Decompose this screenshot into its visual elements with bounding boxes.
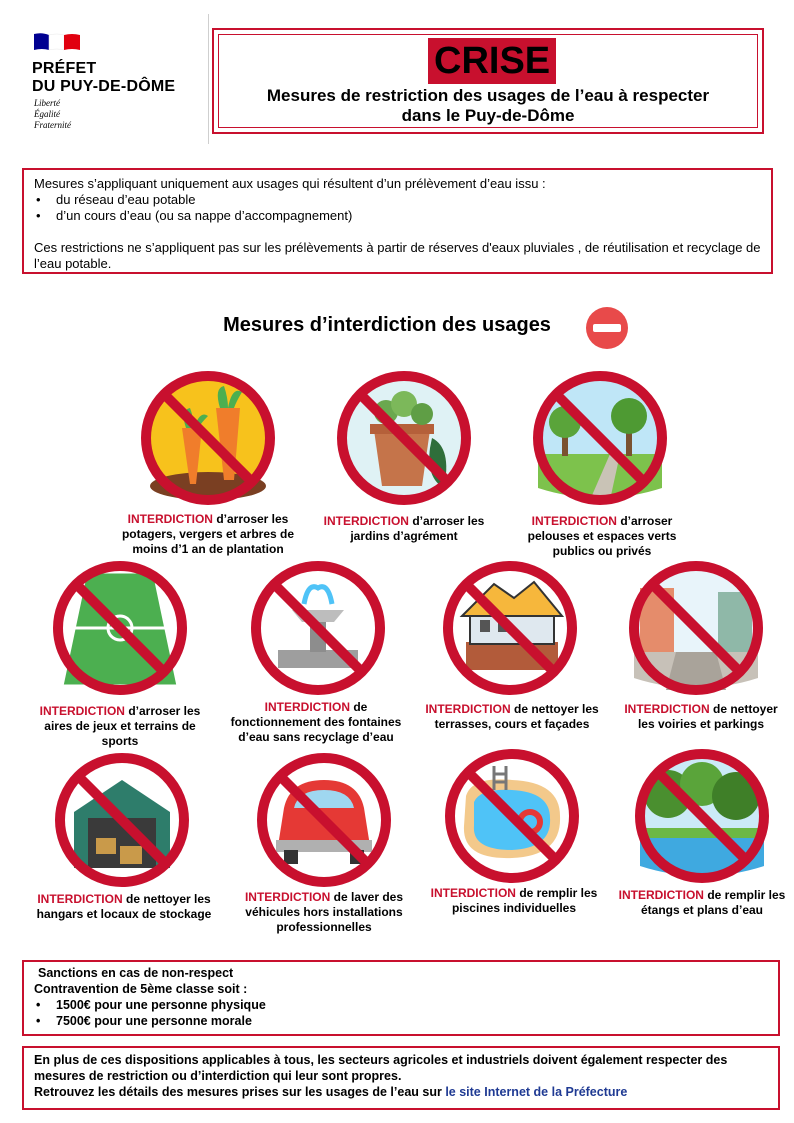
sports-field-icon (50, 558, 190, 698)
item-caption-6: INTERDICTION de nettoyer les voiries et parkings (624, 702, 778, 731)
section-title (0, 312, 794, 338)
scope-box (22, 168, 773, 274)
item-5 (440, 558, 580, 703)
item-4 (248, 558, 388, 703)
french-flag-logo (34, 32, 80, 52)
sanctions-subtitle: Contravention de 5ème classe soit : (34, 982, 248, 996)
title-box (212, 28, 764, 134)
footer-text: En plus de ces dispositions applicables à tous, les secteurs agricoles et industriels doivent également respecter des mesures de restriction ou d’interdiction qui leur sont propres. (34, 1053, 728, 1083)
section-title-text: Mesures d’interdiction des usages (223, 314, 551, 336)
item-caption-2: INTERDICTION d’arroser pelouses et espaces verts publics ou privés (527, 514, 677, 558)
street-icon (626, 558, 766, 698)
hangar-icon (52, 750, 192, 890)
park-lawn-icon (530, 368, 670, 508)
item-0 (138, 368, 278, 513)
item-caption-4: INTERDICTION de fonctionnement des fontaines d’eau sans recyclage d’eau (230, 700, 402, 744)
scope-list (34, 192, 761, 224)
motto-liberte: Liberté (34, 98, 60, 108)
footer-link-line (34, 1084, 768, 1100)
sanctions-box (22, 960, 780, 1036)
prefet-line1: PRÉFET (32, 60, 97, 77)
prefecture-website-link[interactable]: le site Internet de la Préfecture (445, 1085, 628, 1099)
pond-icon (632, 746, 772, 886)
item-caption-10: INTERDICTION de remplir les étangs et plans d’eau (618, 888, 786, 917)
title-line1: Mesures de restriction des usages de l’eau à respecter (266, 86, 710, 105)
sanctions-title: Sanctions en cas de non-respect (38, 966, 234, 980)
footer-link-prefix: Retrouvez les détails des mesures prises sur les usages de l’eau sur (34, 1085, 446, 1099)
title-line2: dans le Puy-de-Dôme (401, 106, 575, 125)
scope-bullet: • d’un cours d’eau (ou sa nappe d’accompagnement) (34, 208, 761, 224)
item-9 (442, 746, 582, 891)
item-8 (254, 750, 394, 895)
item-6 (626, 558, 766, 703)
sanctions-list (34, 997, 768, 1029)
potted-plant-icon (334, 368, 474, 508)
item-caption-3: INTERDICTION d’arroser les aires de jeux et terrains de sports (39, 704, 201, 748)
item-1 (334, 368, 474, 513)
sanction-item: • 7500€ pour une personne morale (34, 1013, 768, 1029)
house-facade-icon (440, 558, 580, 698)
prefet-line2: DU PUY-DE-DÔME (32, 78, 176, 95)
motto-egalite: Égalité (34, 109, 60, 119)
item-caption-5: INTERDICTION de nettoyer les terrasses, cours et façades (425, 702, 599, 731)
scope-note: Ces restrictions ne s’appliquent pas sur les prélèvements à partir de réserves d'eaux pluviales , de réutilisation et recyclage de l’eau potable. (34, 240, 761, 271)
republic-motto (34, 98, 71, 131)
no-entry-icon (585, 306, 629, 350)
item-caption-9: INTERDICTION de remplir les piscines individuelles (430, 886, 598, 915)
item-caption-8: INTERDICTION de laver des véhicules hors installations professionnelles (244, 890, 404, 934)
item-7 (52, 750, 192, 895)
scope-bullet: • du réseau d’eau potable (34, 192, 761, 208)
prefet-name (32, 60, 175, 96)
item-2 (530, 368, 670, 513)
fountain-icon (248, 558, 388, 698)
page-title (214, 86, 762, 126)
item-caption-7: INTERDICTION de nettoyer les hangars et locaux de stockage (36, 892, 212, 921)
motto-fraternite: Fraternité (34, 120, 71, 130)
scope-intro: Mesures s’appliquant uniquement aux usages qui résultent d’un prélèvement d’eau issu : (34, 176, 546, 191)
footer-box (22, 1046, 780, 1110)
car-icon (254, 750, 394, 890)
carrots-icon (138, 368, 278, 508)
prefecture-logo (18, 14, 209, 144)
item-3 (50, 558, 190, 703)
sanction-item: • 1500€ pour une personne physique (34, 997, 768, 1013)
item-10 (632, 746, 772, 891)
crise-badge: CRISE (428, 38, 556, 84)
item-caption-1: INTERDICTION d’arroser les jardins d’agrément (323, 514, 485, 543)
pool-icon (442, 746, 582, 886)
item-caption-0: INTERDICTION d’arroser les potagers, vergers et arbres de moins d’1 an de plantation (121, 512, 295, 556)
